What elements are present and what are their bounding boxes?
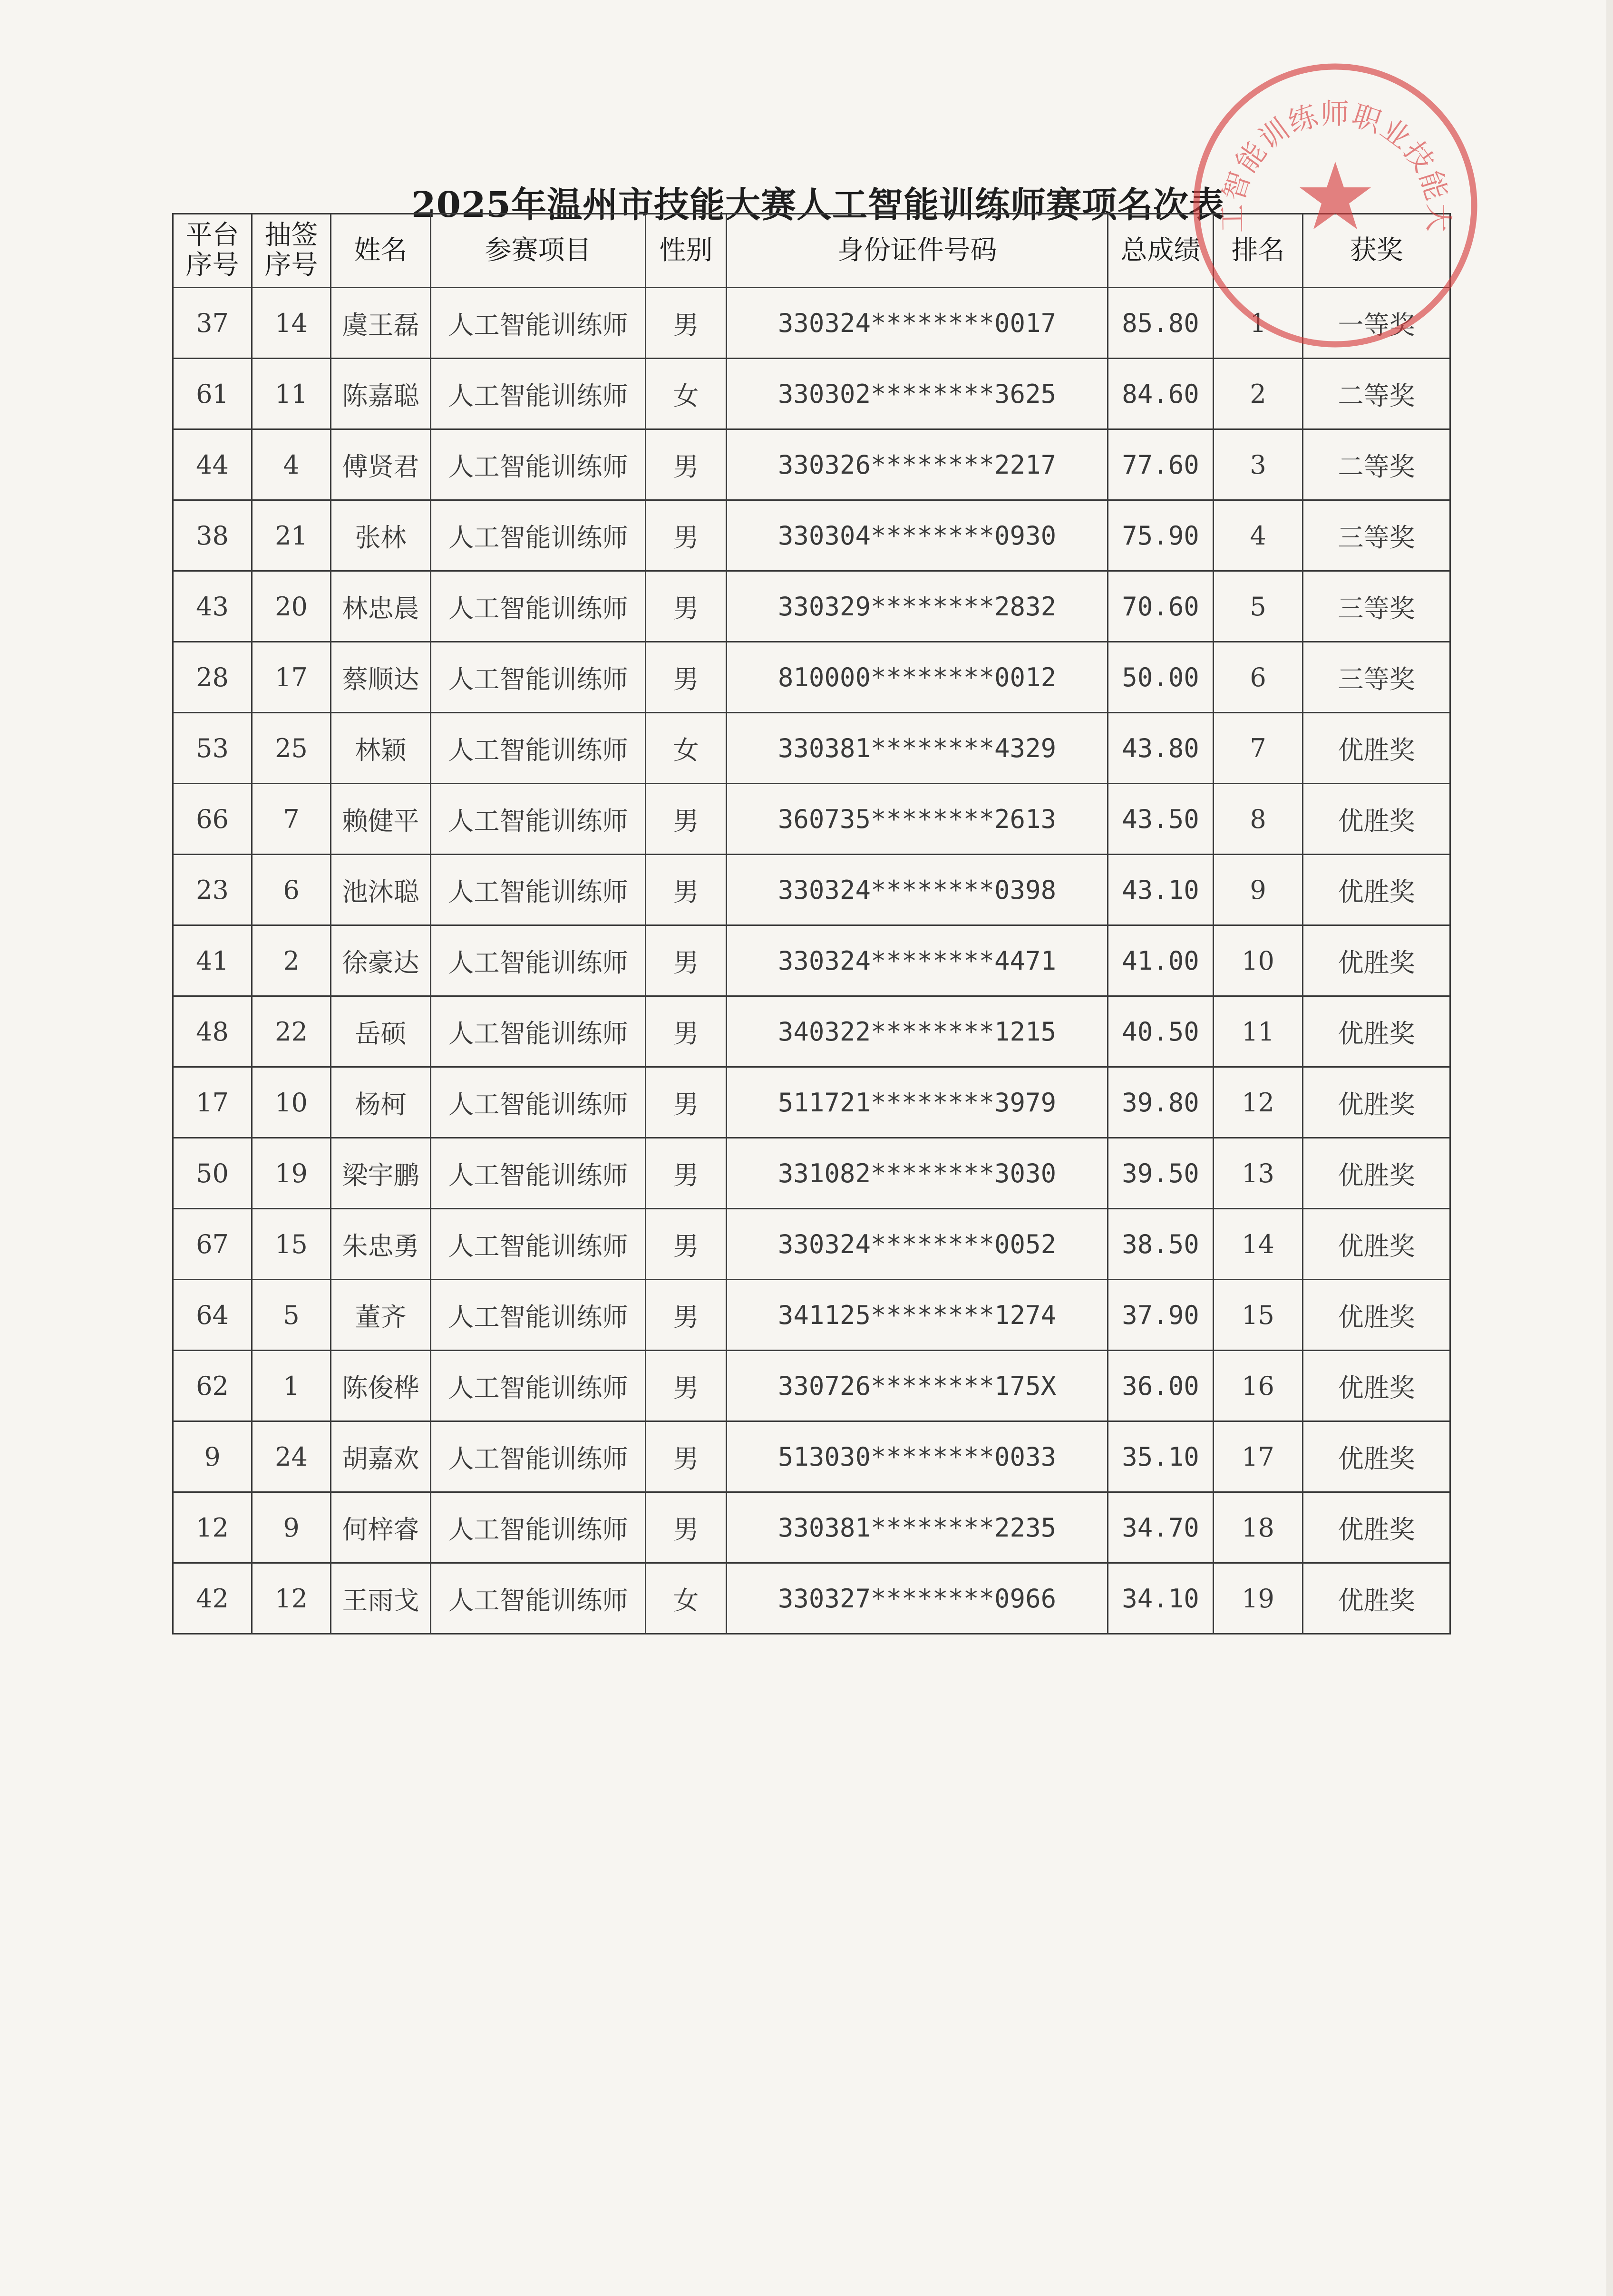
header-draw-no-line2: 序号 bbox=[264, 250, 318, 281]
event-cell: 人工智能训练师 bbox=[431, 500, 646, 571]
id-number-cell: 330324********0398 bbox=[727, 855, 1108, 925]
rank-cell: 18 bbox=[1214, 1492, 1303, 1563]
event-cell: 人工智能训练师 bbox=[431, 1563, 646, 1634]
id-number-cell: 330381********4329 bbox=[727, 713, 1108, 784]
platform-no-cell: 37 bbox=[173, 288, 252, 359]
id-number-cell: 513030********0033 bbox=[727, 1421, 1108, 1492]
total-score-cell: 43.80 bbox=[1108, 713, 1214, 784]
platform-no-cell: 43 bbox=[173, 571, 252, 642]
platform-no-cell: 17 bbox=[173, 1067, 252, 1138]
id-number-cell: 330324********0017 bbox=[727, 288, 1108, 359]
rank-cell: 8 bbox=[1214, 784, 1303, 855]
table-row bbox=[173, 784, 1450, 855]
award-cell: 二等奖 bbox=[1303, 429, 1450, 500]
table-row bbox=[173, 1138, 1450, 1209]
seal-text-icon: 工智能训练师职业技能大 bbox=[1215, 97, 1455, 233]
header-rank: 排名 bbox=[1214, 214, 1303, 288]
name-cell: 董齐 bbox=[331, 1280, 431, 1351]
id-number-cell: 330327********0966 bbox=[727, 1563, 1108, 1634]
rank-cell: 4 bbox=[1214, 500, 1303, 571]
header-draw-no-line1: 抽签 bbox=[264, 220, 318, 251]
gender-cell: 男 bbox=[646, 429, 727, 500]
id-number-cell: 330326********2217 bbox=[727, 429, 1108, 500]
event-cell: 人工智能训练师 bbox=[431, 429, 646, 500]
event-cell: 人工智能训练师 bbox=[431, 1209, 646, 1280]
id-number-cell: 331082********3030 bbox=[727, 1138, 1108, 1209]
event-cell: 人工智能训练师 bbox=[431, 571, 646, 642]
rank-cell: 10 bbox=[1214, 925, 1303, 996]
award-cell: 优胜奖 bbox=[1303, 1351, 1450, 1421]
award-cell: 二等奖 bbox=[1303, 359, 1450, 429]
id-number-cell: 360735********2613 bbox=[727, 784, 1108, 855]
rank-cell: 16 bbox=[1214, 1351, 1303, 1421]
name-cell: 林颖 bbox=[331, 713, 431, 784]
gender-cell: 男 bbox=[646, 996, 727, 1067]
id-number-cell: 511721********3979 bbox=[727, 1067, 1108, 1138]
award-cell: 优胜奖 bbox=[1303, 784, 1450, 855]
rank-cell: 1 bbox=[1214, 288, 1303, 359]
award-cell: 三等奖 bbox=[1303, 642, 1450, 713]
gender-cell: 男 bbox=[646, 925, 727, 996]
event-cell: 人工智能训练师 bbox=[431, 1351, 646, 1421]
name-cell: 徐豪达 bbox=[331, 925, 431, 996]
platform-no-cell: 62 bbox=[173, 1351, 252, 1421]
gender-cell: 男 bbox=[646, 855, 727, 925]
scan-edge bbox=[1606, 0, 1613, 2296]
event-cell: 人工智能训练师 bbox=[431, 1138, 646, 1209]
id-number-cell: 330304********0930 bbox=[727, 500, 1108, 571]
total-score-cell: 41.00 bbox=[1108, 925, 1214, 996]
draw-no-cell: 9 bbox=[252, 1492, 331, 1563]
table-row bbox=[173, 500, 1450, 571]
total-score-cell: 50.00 bbox=[1108, 642, 1214, 713]
gender-cell: 男 bbox=[646, 1209, 727, 1280]
total-score-cell: 39.80 bbox=[1108, 1067, 1214, 1138]
event-cell: 人工智能训练师 bbox=[431, 1280, 646, 1351]
total-score-cell: 38.50 bbox=[1108, 1209, 1214, 1280]
platform-no-cell: 64 bbox=[173, 1280, 252, 1351]
header-platform-no-line2: 序号 bbox=[185, 250, 239, 281]
platform-no-cell: 9 bbox=[173, 1421, 252, 1492]
platform-no-cell: 67 bbox=[173, 1209, 252, 1280]
event-cell: 人工智能训练师 bbox=[431, 359, 646, 429]
header-name: 姓名 bbox=[331, 214, 431, 288]
rank-cell: 6 bbox=[1214, 642, 1303, 713]
name-cell: 蔡顺达 bbox=[331, 642, 431, 713]
table-row bbox=[173, 571, 1450, 642]
total-score-cell: 84.60 bbox=[1108, 359, 1214, 429]
award-cell: 三等奖 bbox=[1303, 500, 1450, 571]
event-cell: 人工智能训练师 bbox=[431, 784, 646, 855]
award-cell: 优胜奖 bbox=[1303, 1421, 1450, 1492]
rank-cell: 2 bbox=[1214, 359, 1303, 429]
id-number-cell: 330302********3625 bbox=[727, 359, 1108, 429]
id-number-cell: 340322********1215 bbox=[727, 996, 1108, 1067]
draw-no-cell: 22 bbox=[252, 996, 331, 1067]
gender-cell: 男 bbox=[646, 1351, 727, 1421]
rank-cell: 7 bbox=[1214, 713, 1303, 784]
draw-no-cell: 14 bbox=[252, 288, 331, 359]
id-number-cell: 330329********2832 bbox=[727, 571, 1108, 642]
table-row bbox=[173, 1351, 1450, 1421]
platform-no-cell: 42 bbox=[173, 1563, 252, 1634]
award-cell: 优胜奖 bbox=[1303, 1563, 1450, 1634]
event-cell: 人工智能训练师 bbox=[431, 855, 646, 925]
table-row bbox=[173, 1492, 1450, 1563]
name-cell: 梁宇鹏 bbox=[331, 1138, 431, 1209]
name-cell: 池沐聪 bbox=[331, 855, 431, 925]
name-cell: 虞王磊 bbox=[331, 288, 431, 359]
award-cell: 优胜奖 bbox=[1303, 1209, 1450, 1280]
gender-cell: 男 bbox=[646, 1067, 727, 1138]
platform-no-cell: 61 bbox=[173, 359, 252, 429]
gender-cell: 男 bbox=[646, 500, 727, 571]
results-body bbox=[173, 288, 1450, 1634]
event-cell: 人工智能训练师 bbox=[431, 713, 646, 784]
header-platform-no bbox=[173, 214, 252, 288]
award-cell: 优胜奖 bbox=[1303, 996, 1450, 1067]
header-total-score: 总成绩 bbox=[1108, 214, 1214, 288]
event-cell: 人工智能训练师 bbox=[431, 1421, 646, 1492]
id-number-cell: 330381********2235 bbox=[727, 1492, 1108, 1563]
rank-cell: 12 bbox=[1214, 1067, 1303, 1138]
platform-no-cell: 12 bbox=[173, 1492, 252, 1563]
platform-no-cell: 50 bbox=[173, 1138, 252, 1209]
platform-no-cell: 66 bbox=[173, 784, 252, 855]
header-platform-no-line1: 平台 bbox=[185, 220, 239, 251]
header-event: 参赛项目 bbox=[431, 214, 646, 288]
draw-no-cell: 5 bbox=[252, 1280, 331, 1351]
draw-no-cell: 17 bbox=[252, 642, 331, 713]
rank-cell: 11 bbox=[1214, 996, 1303, 1067]
table-row bbox=[173, 1421, 1450, 1492]
total-score-cell: 37.90 bbox=[1108, 1280, 1214, 1351]
name-cell: 张林 bbox=[331, 500, 431, 571]
gender-cell: 男 bbox=[646, 1280, 727, 1351]
gender-cell: 女 bbox=[646, 713, 727, 784]
draw-no-cell: 25 bbox=[252, 713, 331, 784]
total-score-cell: 36.00 bbox=[1108, 1351, 1214, 1421]
draw-no-cell: 10 bbox=[252, 1067, 331, 1138]
id-number-cell: 330726********175X bbox=[727, 1351, 1108, 1421]
name-cell: 陈嘉聪 bbox=[331, 359, 431, 429]
draw-no-cell: 11 bbox=[252, 359, 331, 429]
name-cell: 陈俊桦 bbox=[331, 1351, 431, 1421]
gender-cell: 男 bbox=[646, 642, 727, 713]
header-draw-no bbox=[252, 214, 331, 288]
rank-cell: 19 bbox=[1214, 1563, 1303, 1634]
platform-no-cell: 28 bbox=[173, 642, 252, 713]
name-cell: 何梓睿 bbox=[331, 1492, 431, 1563]
platform-no-cell: 48 bbox=[173, 996, 252, 1067]
name-cell: 林忠晨 bbox=[331, 571, 431, 642]
name-cell: 朱忠勇 bbox=[331, 1209, 431, 1280]
award-cell: 优胜奖 bbox=[1303, 1280, 1450, 1351]
event-cell: 人工智能训练师 bbox=[431, 925, 646, 996]
total-score-cell: 77.60 bbox=[1108, 429, 1214, 500]
gender-cell: 男 bbox=[646, 784, 727, 855]
table-row bbox=[173, 288, 1450, 359]
table-row bbox=[173, 642, 1450, 713]
total-score-cell: 35.10 bbox=[1108, 1421, 1214, 1492]
award-cell: 优胜奖 bbox=[1303, 855, 1450, 925]
platform-no-cell: 38 bbox=[173, 500, 252, 571]
gender-cell: 女 bbox=[646, 1563, 727, 1634]
id-number-cell: 330324********4471 bbox=[727, 925, 1108, 996]
award-cell: 优胜奖 bbox=[1303, 713, 1450, 784]
award-cell: 优胜奖 bbox=[1303, 925, 1450, 996]
header-id-number: 身份证件号码 bbox=[727, 214, 1108, 288]
id-number-cell: 341125********1274 bbox=[727, 1280, 1108, 1351]
table-row bbox=[173, 855, 1450, 925]
rank-cell: 14 bbox=[1214, 1209, 1303, 1280]
draw-no-cell: 2 bbox=[252, 925, 331, 996]
table-row bbox=[173, 1280, 1450, 1351]
total-score-cell: 43.50 bbox=[1108, 784, 1214, 855]
table-row bbox=[173, 1563, 1450, 1634]
table-row bbox=[173, 996, 1450, 1067]
results-table bbox=[172, 213, 1451, 1634]
page-title: 2025年温州市技能大赛人工智能训练师赛项名次表 bbox=[411, 184, 1224, 225]
draw-no-cell: 7 bbox=[252, 784, 331, 855]
name-cell: 王雨戈 bbox=[331, 1563, 431, 1634]
table-row bbox=[173, 713, 1450, 784]
table-row bbox=[173, 925, 1450, 996]
award-cell: 优胜奖 bbox=[1303, 1492, 1450, 1563]
gender-cell: 男 bbox=[646, 288, 727, 359]
name-cell: 赖健平 bbox=[331, 784, 431, 855]
table-row bbox=[173, 429, 1450, 500]
name-cell: 岳硕 bbox=[331, 996, 431, 1067]
draw-no-cell: 19 bbox=[252, 1138, 331, 1209]
total-score-cell: 39.50 bbox=[1108, 1138, 1214, 1209]
table-row bbox=[173, 359, 1450, 429]
rank-cell: 9 bbox=[1214, 855, 1303, 925]
draw-no-cell: 12 bbox=[252, 1563, 331, 1634]
total-score-cell: 34.70 bbox=[1108, 1492, 1214, 1563]
total-score-cell: 75.90 bbox=[1108, 500, 1214, 571]
draw-no-cell: 21 bbox=[252, 500, 331, 571]
draw-no-cell: 1 bbox=[252, 1351, 331, 1421]
rank-cell: 17 bbox=[1214, 1421, 1303, 1492]
id-number-cell: 330324********0052 bbox=[727, 1209, 1108, 1280]
header-award: 获奖 bbox=[1303, 214, 1450, 288]
award-cell: 三等奖 bbox=[1303, 571, 1450, 642]
total-score-cell: 43.10 bbox=[1108, 855, 1214, 925]
gender-cell: 男 bbox=[646, 1421, 727, 1492]
table-row bbox=[173, 1067, 1450, 1138]
award-cell: 优胜奖 bbox=[1303, 1067, 1450, 1138]
event-cell: 人工智能训练师 bbox=[431, 996, 646, 1067]
event-cell: 人工智能训练师 bbox=[431, 1492, 646, 1563]
platform-no-cell: 44 bbox=[173, 429, 252, 500]
award-cell: 优胜奖 bbox=[1303, 1138, 1450, 1209]
rank-cell: 15 bbox=[1214, 1280, 1303, 1351]
gender-cell: 男 bbox=[646, 1138, 727, 1209]
draw-no-cell: 15 bbox=[252, 1209, 331, 1280]
platform-no-cell: 23 bbox=[173, 855, 252, 925]
draw-no-cell: 4 bbox=[252, 429, 331, 500]
name-cell: 傅贤君 bbox=[331, 429, 431, 500]
name-cell: 杨柯 bbox=[331, 1067, 431, 1138]
gender-cell: 男 bbox=[646, 1492, 727, 1563]
gender-cell: 男 bbox=[646, 571, 727, 642]
rank-cell: 5 bbox=[1214, 571, 1303, 642]
draw-no-cell: 20 bbox=[252, 571, 331, 642]
event-cell: 人工智能训练师 bbox=[431, 1067, 646, 1138]
platform-no-cell: 41 bbox=[173, 925, 252, 996]
draw-no-cell: 6 bbox=[252, 855, 331, 925]
draw-no-cell: 24 bbox=[252, 1421, 331, 1492]
table-row bbox=[173, 1209, 1450, 1280]
total-score-cell: 70.60 bbox=[1108, 571, 1214, 642]
rank-cell: 3 bbox=[1214, 429, 1303, 500]
id-number-cell: 810000********0012 bbox=[727, 642, 1108, 713]
total-score-cell: 85.80 bbox=[1108, 288, 1214, 359]
event-cell: 人工智能训练师 bbox=[431, 288, 646, 359]
award-cell: 一等奖 bbox=[1303, 288, 1450, 359]
header-row bbox=[173, 214, 1450, 288]
name-cell: 胡嘉欢 bbox=[331, 1421, 431, 1492]
total-score-cell: 40.50 bbox=[1108, 996, 1214, 1067]
event-cell: 人工智能训练师 bbox=[431, 642, 646, 713]
total-score-cell: 34.10 bbox=[1108, 1563, 1214, 1634]
gender-cell: 女 bbox=[646, 359, 727, 429]
rank-cell: 13 bbox=[1214, 1138, 1303, 1209]
platform-no-cell: 53 bbox=[173, 713, 252, 784]
header-gender: 性别 bbox=[646, 214, 727, 288]
